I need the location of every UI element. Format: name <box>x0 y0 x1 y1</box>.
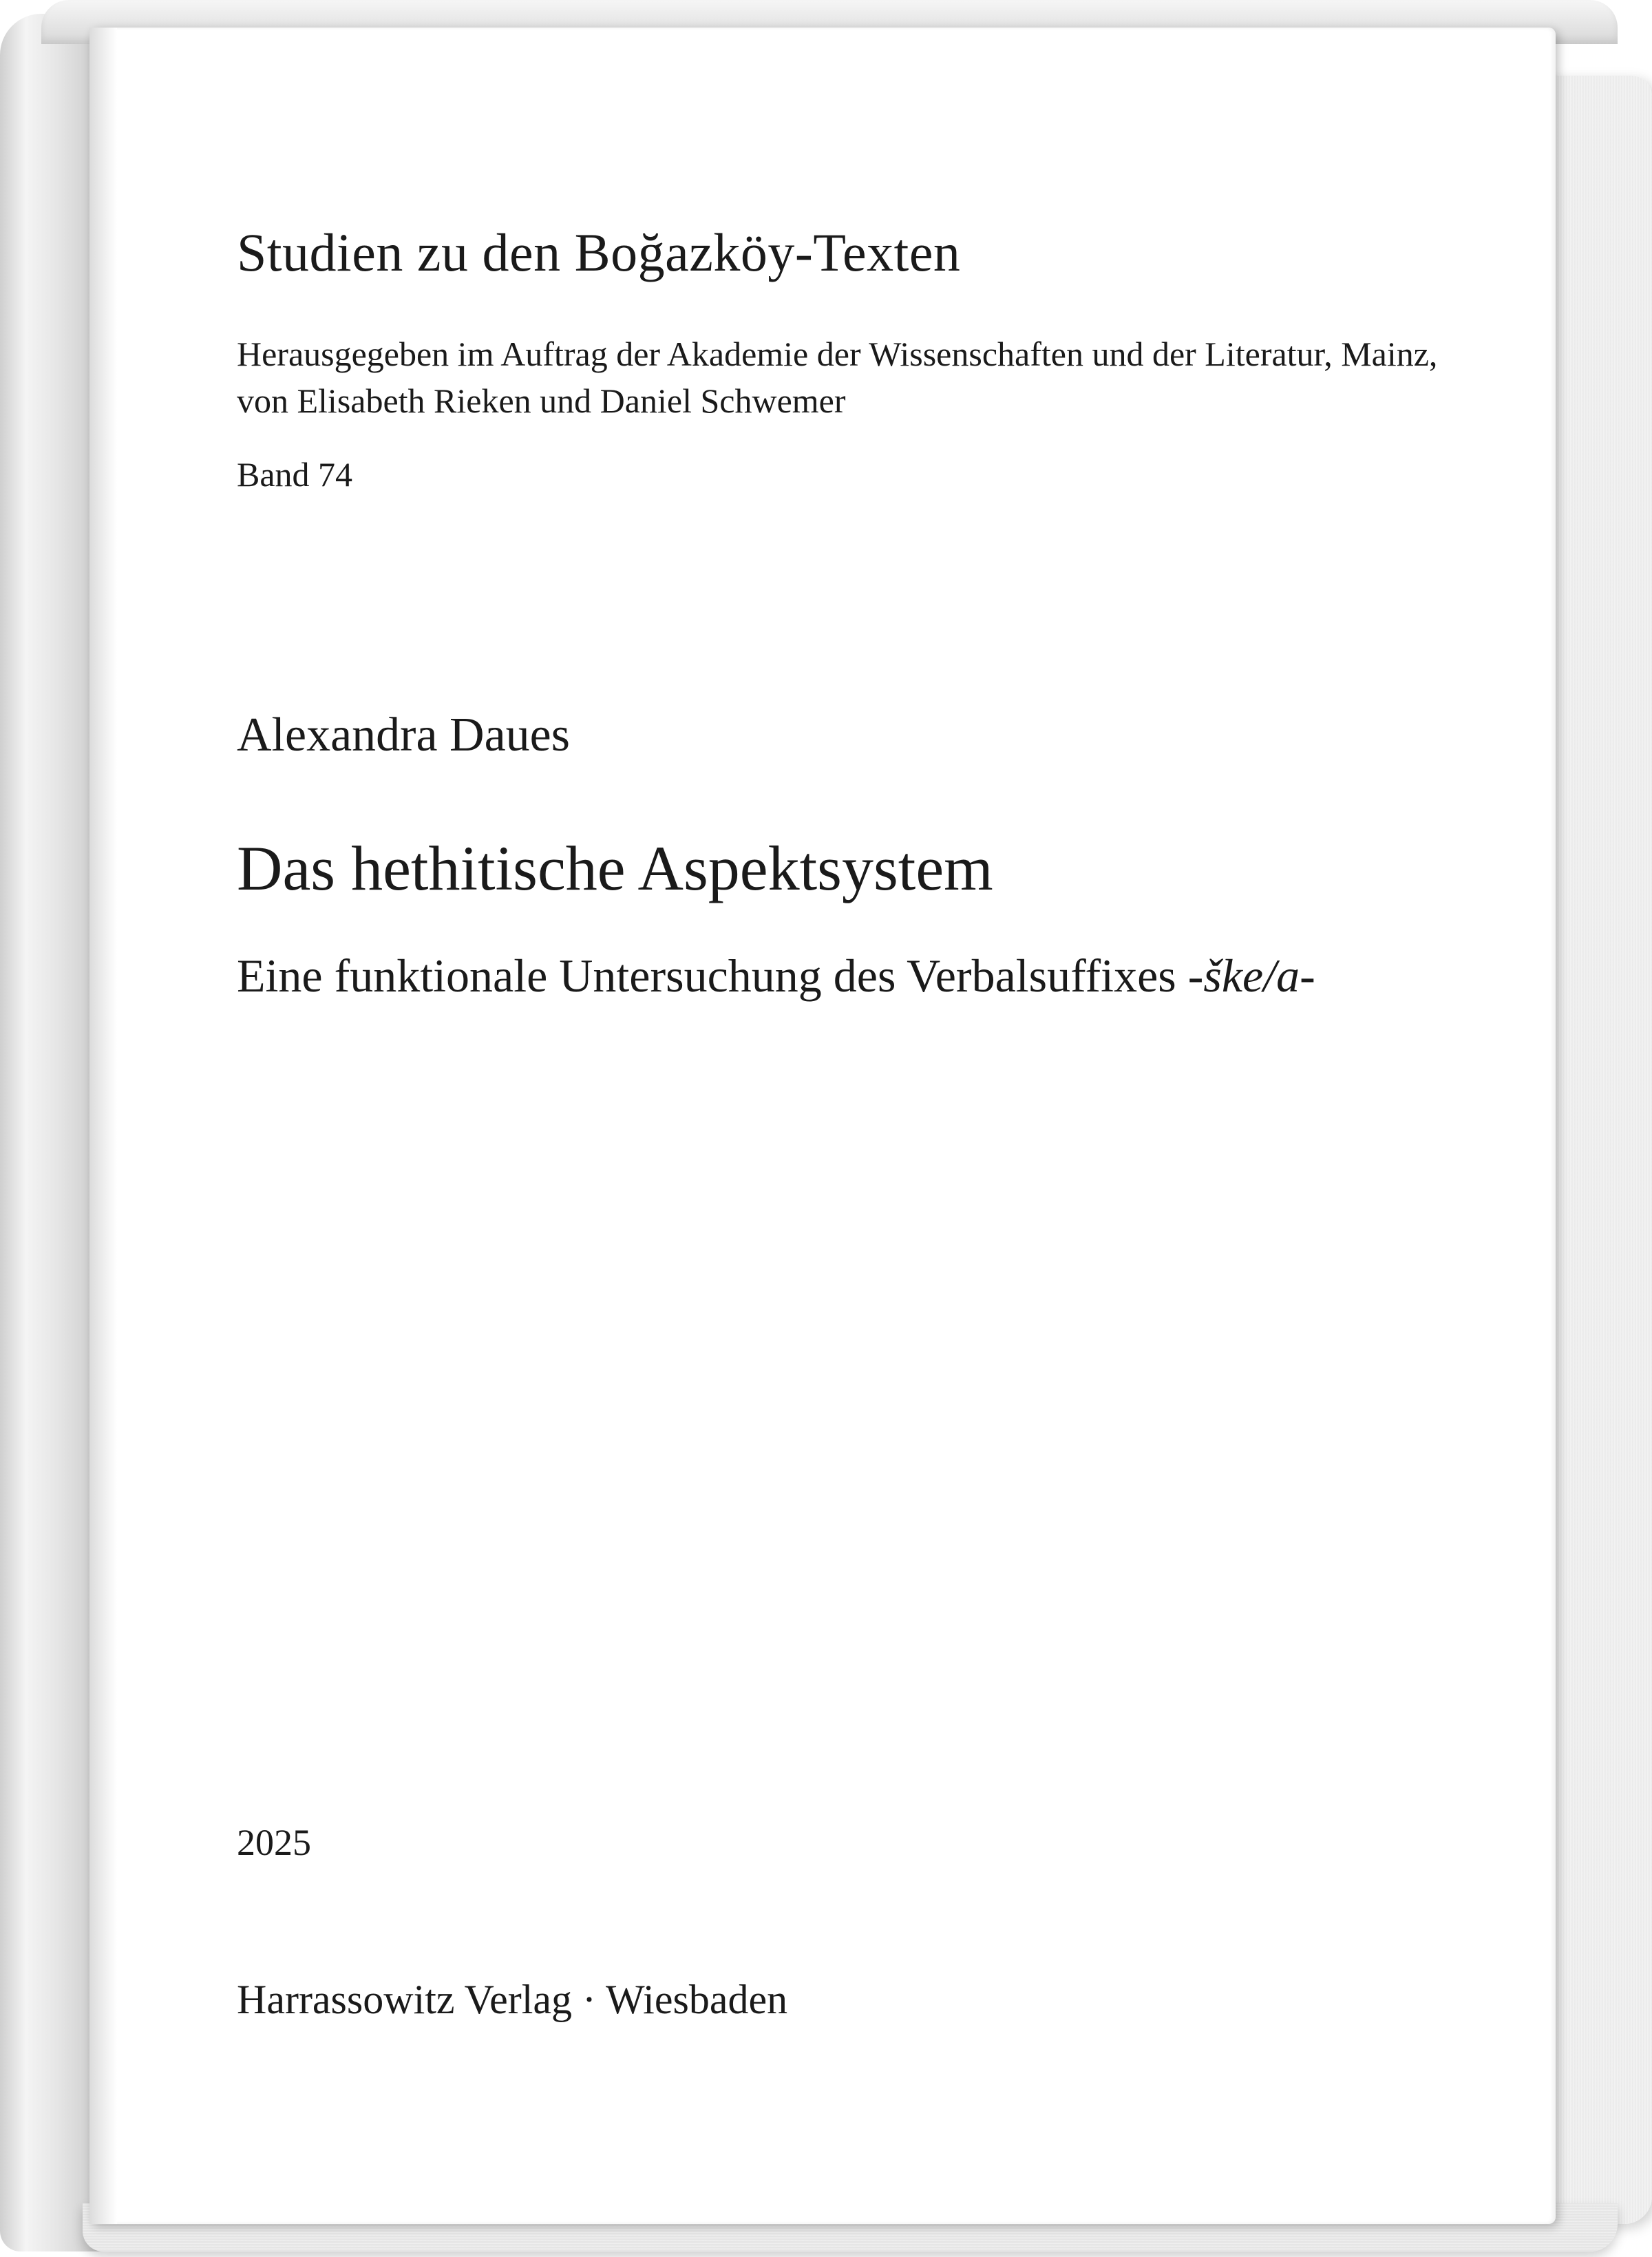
subtitle-suffix: -ške/a- <box>1187 949 1315 1002</box>
editors-line-1: Herausgegeben im Auftrag der Akademie der Wissenschaften und der Literatur, Mainz, <box>237 335 1438 373</box>
author-name: Alexandra Daues <box>237 708 570 762</box>
series-editors <box>237 330 1437 424</box>
volume-number: Band 74 <box>237 455 353 494</box>
subtitle-text: Eine funktionale Untersuchung des Verbalsuffixes <box>237 949 1176 1002</box>
publication-year: 2025 <box>237 1822 311 1863</box>
series-title: Studien zu den Boğazköy-Texten <box>237 222 961 282</box>
cover-hinge <box>89 28 117 2224</box>
editors-line-2: von Elisabeth Rieken und Daniel Schwemer <box>237 381 846 420</box>
book-subtitle <box>237 949 1315 1003</box>
book-spine <box>0 14 103 2251</box>
publisher: Harrassowitz Verlag · Wiesbaden <box>237 1977 788 2022</box>
book-title: Das hethitische Aspektsystem <box>237 833 993 903</box>
